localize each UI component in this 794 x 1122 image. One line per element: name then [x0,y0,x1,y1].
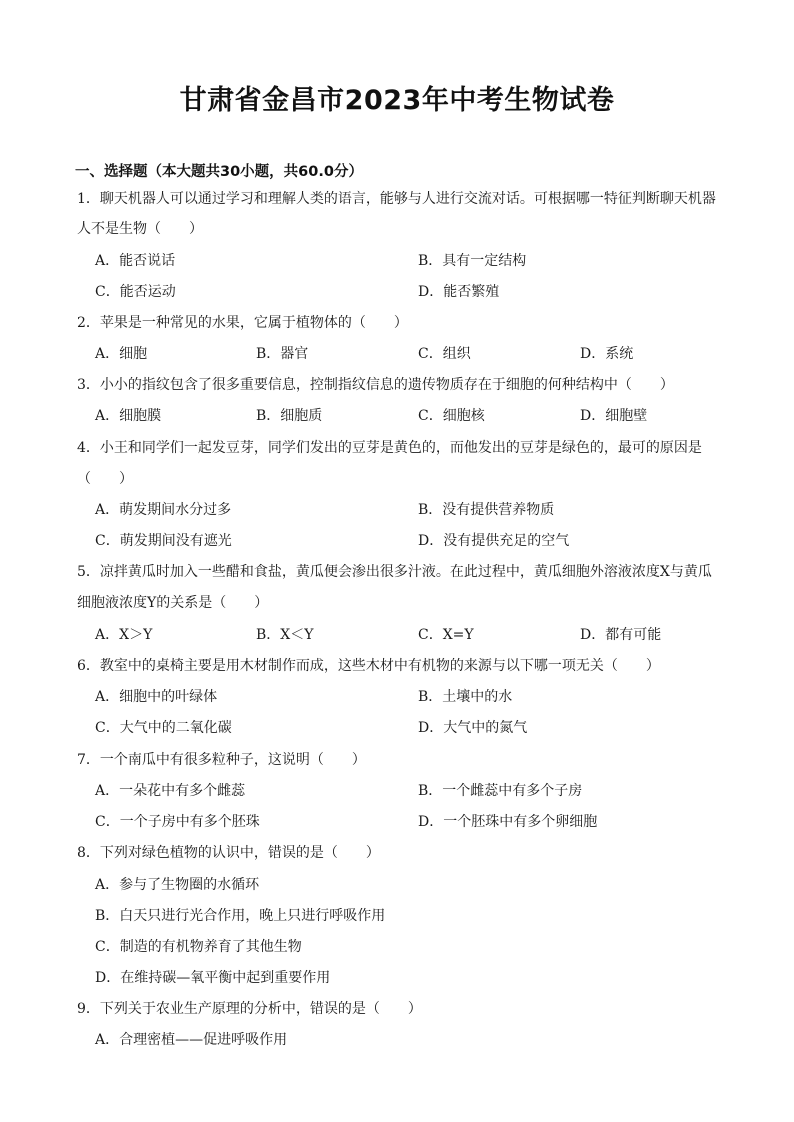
option-6d: D．大气中的氮气 [418,720,528,736]
question-5-continued: 细胞液浓度Y的关系是（ ） [77,595,269,611]
option-6b: B．土壤中的水 [418,689,513,705]
option-5c: C．X=Y [418,627,474,643]
question-text: 教室中的桌椅主要是用木材制作而成，这些木材中有机物的来源与以下哪一项无关（ ） [99,658,660,674]
question-8 [77,842,380,862]
option-2b: B．器官 [256,346,309,362]
option-4b: B．没有提供营养物质 [418,502,555,518]
question-number: 4． [77,440,100,456]
question-1 [77,188,716,208]
question-1-continued: 人不是生物（ ） [77,221,203,237]
question-text: 聊天机器人可以通过学习和理解人类的语言，能够与人进行交流对话。可根据哪一特征判断聊天机器 [99,191,716,207]
option-4d: D．没有提供充足的空气 [418,533,570,549]
option-6a: A．细胞中的叶绿体 [95,689,218,705]
question-number: 2． [77,315,100,331]
option-7d: D．一个胚珠中有多个卵细胞 [418,814,598,830]
option-6c: C．大气中的二氧化碳 [95,720,232,736]
question-2 [77,312,408,332]
question-number: 6． [77,658,100,674]
question-text: 小王和同学们一起发豆芽，同学们发出的豆芽是黄色的，而他发出的豆芽是绿色的，最可的原因是 [99,440,702,456]
question-number: 7． [77,752,100,768]
option-5d: D．都有可能 [580,627,662,643]
option-1b: B．具有一定结构 [418,253,527,269]
question-text: 小小的指纹包含了很多重要信息，控制指纹信息的遗传物质存在于细胞的何种结构中（ ） [99,377,674,393]
question-number: 8． [77,845,100,861]
option-2d: D．系统 [580,346,634,362]
question-text: 下列关于农业生产原理的分析中，错误的是（ ） [99,1001,422,1017]
question-number: 1． [77,191,100,207]
question-5 [77,561,712,581]
option-1a: A．能否说话 [95,253,176,269]
option-8a: A．参与了生物圈的水循环 [95,877,260,893]
option-3d: D．细胞壁 [580,408,648,424]
option-5b: B．X＜Y [256,627,314,643]
option-4c: C．萌发期间没有遮光 [95,533,232,549]
page-title: 甘肃省金昌市2023年中考生物试卷 [179,85,615,116]
option-7c: C．一个子房中有多个胚珠 [95,814,260,830]
question-number: 9． [77,1001,100,1017]
option-3c: C．细胞核 [418,408,485,424]
option-2c: C．组织 [418,346,471,362]
question-text: 一个南瓜中有很多粒种子，这说明（ ） [99,752,366,768]
question-9 [77,998,422,1018]
option-5a: A．X＞Y [95,627,153,643]
option-9a: A．合理密植——促进呼吸作用 [95,1032,288,1048]
question-6 [77,655,660,675]
option-8d: D．在维持碳—氧平衡中起到重要作用 [95,970,331,986]
section-heading: 一、选择题（本大题共30小题，共60.0分） [75,164,363,180]
question-4-continued: （ ） [77,471,133,487]
option-1c: C．能否运动 [95,284,176,300]
question-3 [77,374,674,394]
question-number: 5． [77,564,100,580]
question-text: 凉拌黄瓜时加入一些醋和食盐，黄瓜便会渗出很多汁液。在此过程中，黄瓜细胞外溶液浓度X与黄瓜 [99,564,712,580]
question-number: 3． [77,377,100,393]
option-2a: A．细胞 [95,346,148,362]
option-8b: B．白天只进行光合作用，晚上只进行呼吸作用 [95,908,386,924]
option-7a: A．一朵花中有多个雌蕊 [95,783,246,799]
question-text: 苹果是一种常见的水果，它属于植物体的（ ） [99,315,408,331]
option-1d: D．能否繁殖 [418,284,500,300]
question-4 [77,437,702,457]
option-8c: C．制造的有机物养育了其他生物 [95,939,302,955]
option-4a: A．萌发期间水分过多 [95,502,232,518]
question-text: 下列对绿色植物的认识中，错误的是（ ） [99,845,380,861]
question-7 [77,749,366,769]
option-3a: A．细胞膜 [95,408,162,424]
option-7b: B．一个雌蕊中有多个子房 [418,783,583,799]
option-3b: B．细胞质 [256,408,323,424]
